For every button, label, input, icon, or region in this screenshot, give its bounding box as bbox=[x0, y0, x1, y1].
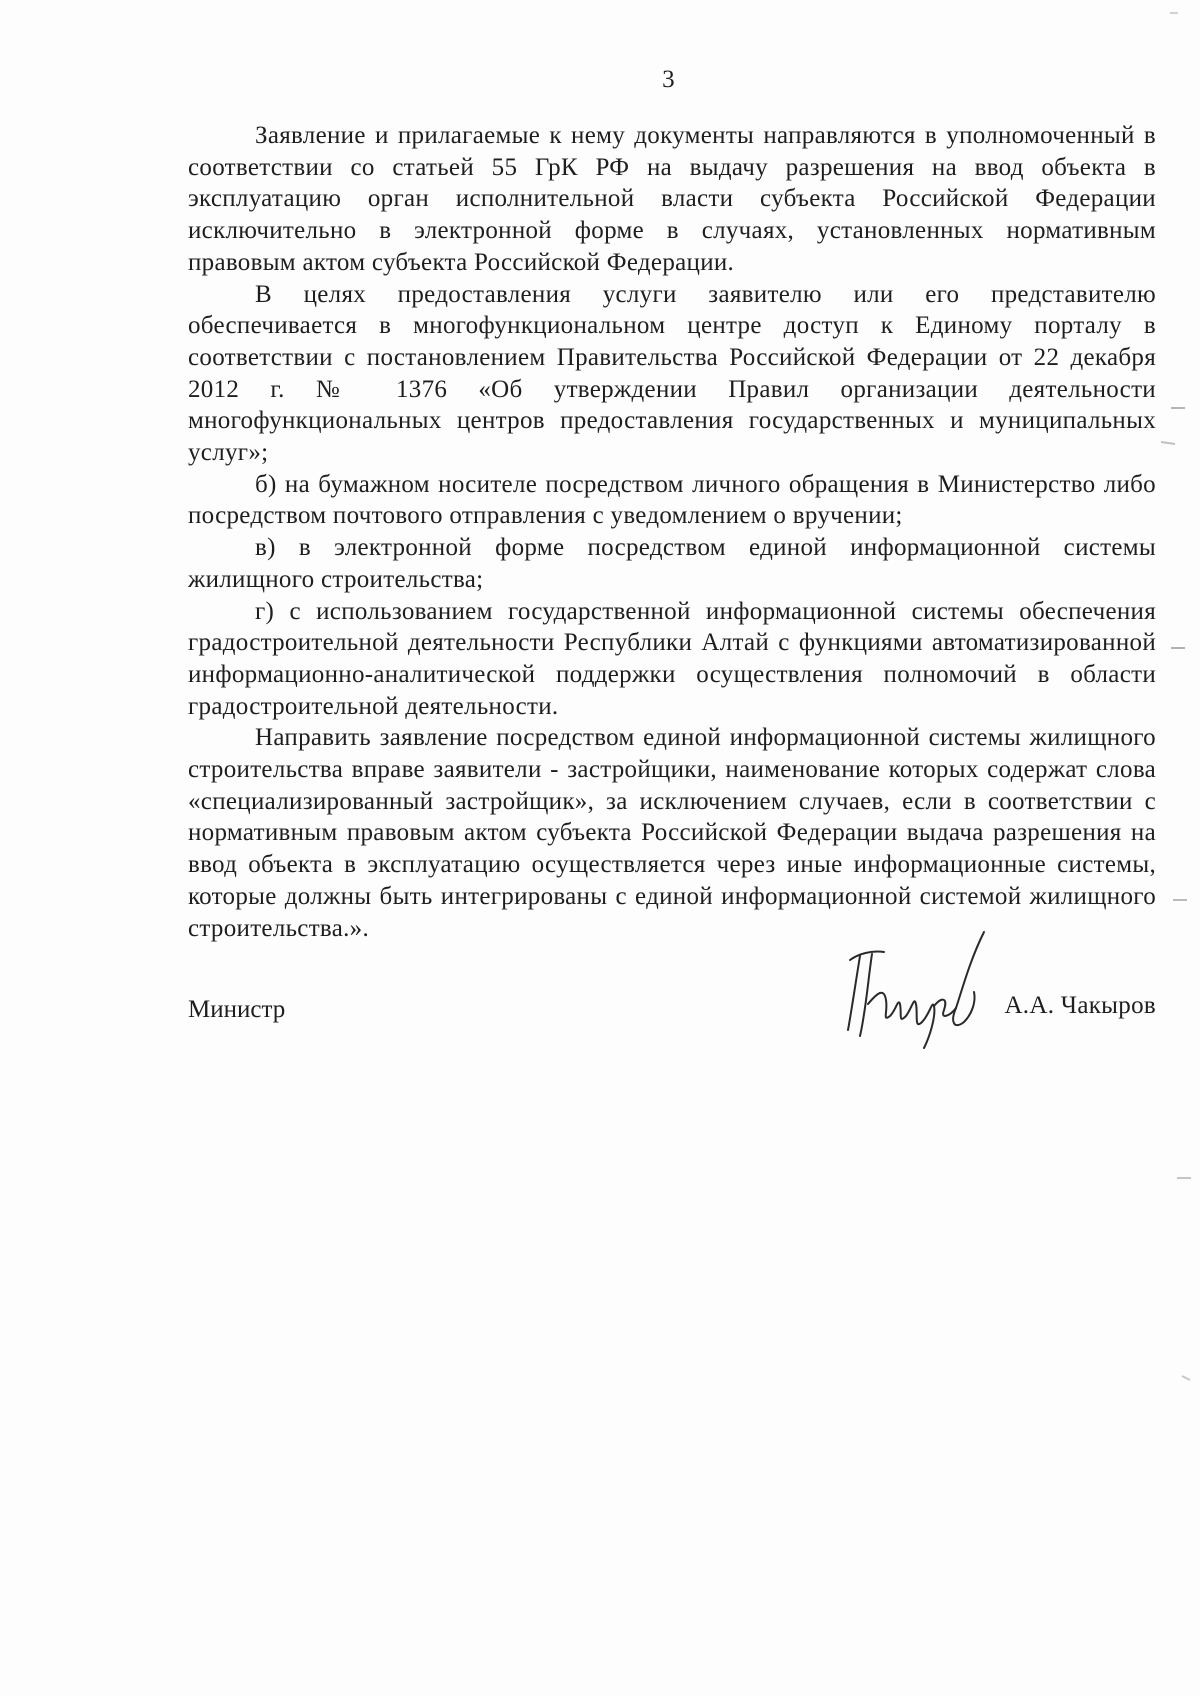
paragraph-developer-submission: Направить заявление посредством единой информационной системы жилищного строительства вправе заявители - застройщики, наименование которых содержат слова «специализированный застройщик», за исключением случаев, если в соответствии с нормативным правовым актом субъекта Российской Федерации выдача разрешения на ввод объекта в эксплуатацию осуществляется через иные информационные системы, которые должны быть интегрированы с единой информационной системой жилищного строительства.». bbox=[188, 724, 1156, 942]
document-body bbox=[188, 120, 1156, 944]
scan-artifact bbox=[1172, 897, 1188, 903]
paragraph-item-g: г) с использованием государственной информационной системы обеспечения градостроительной деятельности Республики Алтай с функциями автоматизированной информационно-аналитической поддержки осуществления полномочий в области градостроительной деятельности. bbox=[188, 597, 1156, 720]
paragraph-mfc-access: В целях предоставления услуги заявителю или его представителю обеспечивается в многофункциональном центре доступ к Единому порталу в соответствии с постановлением Правительства Российской Федерации от 22 декабря 2012 г. № 1376 «Об утверждении Правил организации деятельности многофункциональных центров предоставления государственных и муниципальных услуг»; bbox=[188, 280, 1156, 467]
signer-position: Министр bbox=[188, 996, 286, 1023]
signature-block bbox=[188, 930, 1156, 1060]
paragraph-item-v: в) в электронной форме посредством единой информационной системы жилищного строительства; bbox=[188, 534, 1156, 593]
scan-artifact bbox=[1176, 1175, 1192, 1181]
scan-artifact bbox=[1170, 405, 1186, 411]
handwritten-signature bbox=[838, 930, 993, 1050]
paragraph-application-submission: Заявление и прилагаемые к нему документы направляются в уполномоченный в соответствии со статьей 55 ГрК РФ на выдачу разрешения на ввод объекта в эксплуатацию орган исполнительной власти субъекта Российской Федерации исключительно в электронной форме в случаях, установленных нормативным правовым актом субъекта Российской Федерации. bbox=[188, 122, 1156, 276]
scan-artifact bbox=[1170, 645, 1186, 651]
scan-artifact bbox=[1160, 440, 1176, 446]
page-number: 3 bbox=[662, 66, 675, 93]
paragraph-item-b: б) на бумажном носителе посредством личного обращения в Министерство либо посредством почтового отправления с уведомлением о вручении; bbox=[188, 470, 1156, 530]
scan-artifact bbox=[1178, 1375, 1194, 1381]
signer-name: А.А. Чакыров bbox=[1004, 992, 1156, 1019]
scan-artifact bbox=[1166, 10, 1182, 16]
